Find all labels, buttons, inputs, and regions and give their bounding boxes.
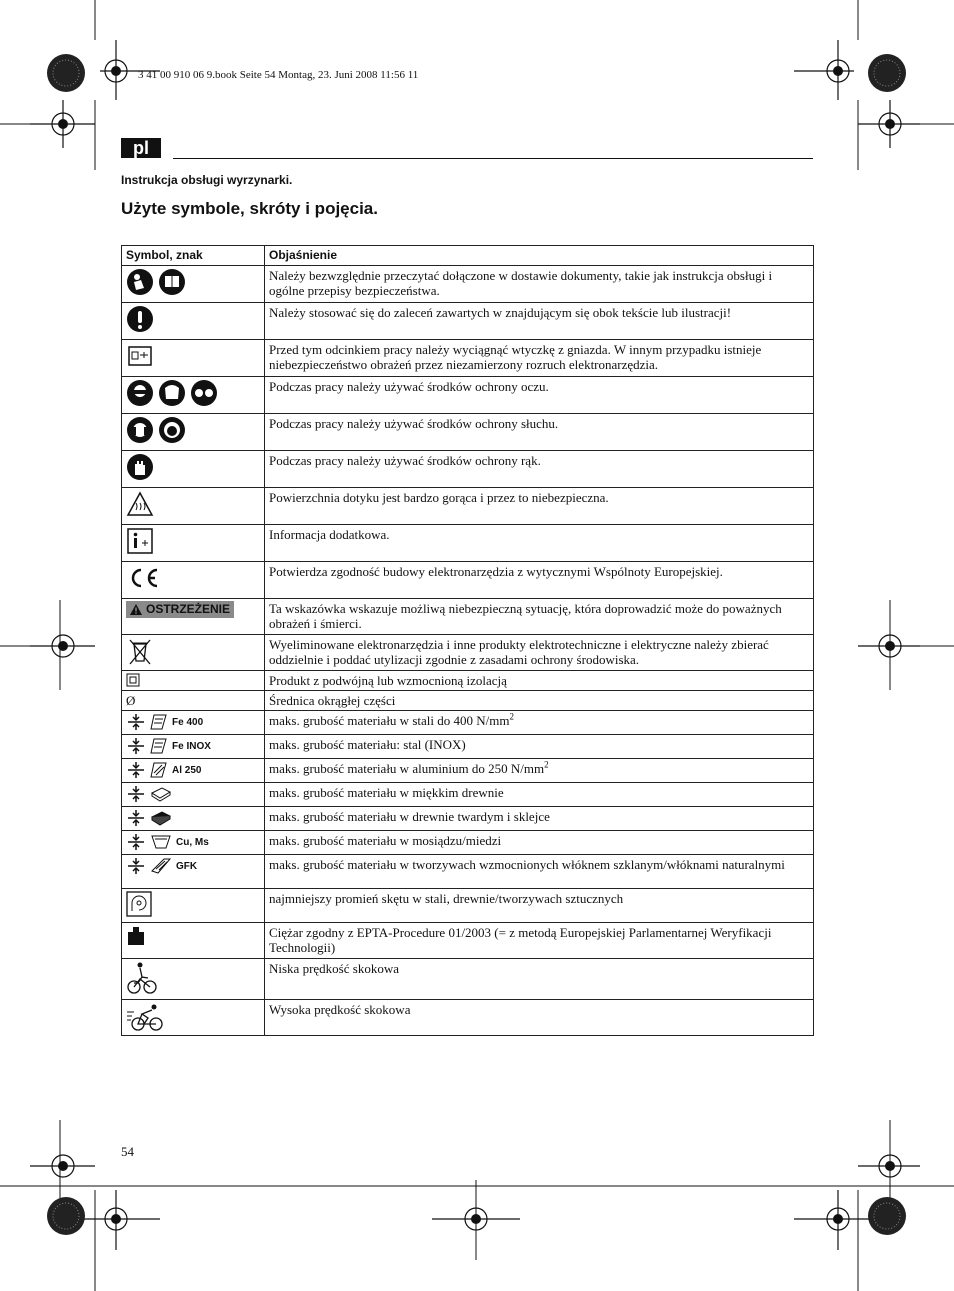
- material-label: Fe 400: [172, 716, 204, 728]
- table-header-row: [122, 246, 814, 266]
- material-label: Cu, Ms: [176, 836, 209, 848]
- unit-superscript: 2: [544, 759, 549, 770]
- crossed-bin-icon: [126, 637, 154, 667]
- table-row: [122, 562, 814, 599]
- page-title: Użyte symbole, skróty i pojęcia.: [121, 199, 378, 218]
- row-text: Podczas pracy należy używać środków ochrony słuchu.: [265, 414, 814, 451]
- table-row: [122, 889, 814, 923]
- read-manual-icon: [126, 268, 154, 296]
- table-row: [122, 959, 814, 1000]
- ce-mark-icon: [126, 564, 160, 592]
- row-text: maks. grubość materiału w miękkim drewnie: [265, 783, 814, 807]
- table-row: [122, 807, 814, 831]
- row-text: Niska prędkość skokowa: [265, 959, 814, 1000]
- row-text: Średnica okrągłej części: [265, 691, 814, 711]
- thickness-icon: [126, 713, 146, 731]
- material-aluminium-icon: [150, 761, 168, 779]
- cut-radius-icon: [126, 891, 152, 917]
- row-text: Należy bezwzględnie przeczytać dołączone w dostawie dokumenty, takie jak instrukcja obsługi i ogólne przepisy bezpieczeństwa.: [265, 266, 814, 303]
- table-row: [122, 525, 814, 562]
- row-text: Informacja dodatkowa.: [265, 525, 814, 562]
- row-text-main: maks. grubość materiału w aluminium do 250 N/mm: [269, 761, 545, 776]
- diameter-symbol: Ø: [122, 691, 265, 711]
- exclamation-icon: [126, 305, 154, 333]
- table-row: [122, 1000, 814, 1036]
- thickness-icon: [126, 761, 146, 779]
- material-label: Al 250: [172, 764, 202, 776]
- hand-protection-icon: [126, 453, 154, 481]
- table-row: [122, 635, 814, 671]
- column-header-symbol: Symbol, znak: [122, 246, 265, 266]
- face-shield-icon: [158, 379, 186, 407]
- table-row: [122, 340, 814, 377]
- row-text: Podczas pracy należy używać środków ochrony rąk.: [265, 451, 814, 488]
- row-text: maks. grubość materiału w tworzywach wzmocnionych włóknem szklanym/włóknami naturalnymi: [265, 855, 814, 889]
- book-info: 3 41 00 910 06 9.book Seite 54 Montag, 23. Juni 2008 11:56 11: [138, 69, 419, 81]
- thickness-icon: [126, 857, 146, 875]
- header-rule: [173, 158, 813, 159]
- table-row: [122, 671, 814, 691]
- table-row: [122, 303, 814, 340]
- table-row: [122, 759, 814, 783]
- row-text: [265, 711, 814, 735]
- hot-surface-icon: [126, 490, 154, 518]
- warning-label-text: OSTRZEŻENIE: [146, 602, 231, 616]
- language-tab: pl: [121, 138, 161, 158]
- double-insulation-icon: [126, 673, 140, 687]
- row-text: Wysoka prędkość skokowa: [265, 1000, 814, 1036]
- goggles-icon: [126, 379, 154, 407]
- row-text-main: maks. grubość materiału w stali do 400 N/mm: [269, 713, 510, 728]
- thickness-icon: [126, 737, 146, 755]
- table-row: [122, 711, 814, 735]
- material-brass-icon: [150, 833, 172, 851]
- ear-protection-icon: [158, 416, 186, 444]
- row-text: maks. grubość materiału w drewnie twardym i sklejce: [265, 807, 814, 831]
- row-text: Przed tym odcinkiem pracy należy wyciągnąć wtyczkę z gniazda. W innym przypadku istnieje niebezpieczeństwo obrażeń przez niezamierzony rozruch elektronarzędzia.: [265, 340, 814, 377]
- thickness-icon: [126, 809, 146, 827]
- ear-muffs-icon: [126, 416, 154, 444]
- row-text: Ta wskazówka wskazuje możliwą niebezpieczną sytuację, która doprowadzić może do poważnych obrażeń i śmierci.: [265, 599, 814, 635]
- table-row: [122, 377, 814, 414]
- material-label: GFK: [176, 860, 198, 872]
- row-text: Podczas pracy należy używać środków ochrony oczu.: [265, 377, 814, 414]
- row-text: Ciężar zgodny z EPTA-Procedure 01/2003 (= z metodą Europejskiej Parlamentarnej Weryfikacji Technologii): [265, 923, 814, 959]
- row-text: [265, 759, 814, 783]
- material-hardwood-icon: [150, 809, 172, 827]
- material-softwood-icon: [150, 785, 172, 803]
- manual-book-icon: [158, 268, 186, 296]
- weight-icon: [126, 925, 146, 947]
- material-steel-icon: [150, 713, 168, 731]
- row-text: Potwierdza zgodność budowy elektronarzędzia z wytycznymi Wspólnoty Europejskiej.: [265, 562, 814, 599]
- thickness-icon: [126, 833, 146, 851]
- warning-label: [126, 601, 234, 618]
- material-gfk-icon: [150, 857, 172, 875]
- info-icon: [126, 527, 154, 555]
- table-row: [122, 923, 814, 959]
- row-text: Produkt z podwójną lub wzmocnioną izolacją: [265, 671, 814, 691]
- slow-cyclist-icon: [126, 961, 158, 995]
- page-number: 54: [121, 1144, 134, 1159]
- table-row: [122, 599, 814, 635]
- table-row: [122, 451, 814, 488]
- table-row: [122, 783, 814, 807]
- warning-triangle-icon: [130, 604, 142, 615]
- table-row: [122, 266, 814, 303]
- table-row: [122, 735, 814, 759]
- table-row: [122, 855, 814, 889]
- thickness-icon: [126, 785, 146, 803]
- material-inox-icon: [150, 737, 168, 755]
- table-row: [122, 414, 814, 451]
- unit-superscript: 2: [509, 711, 514, 722]
- fast-cyclist-icon: [126, 1002, 166, 1032]
- row-text: Powierzchnia dotyku jest bardzo gorąca i przez to niebezpieczna.: [265, 488, 814, 525]
- table-row: [122, 691, 814, 711]
- material-label: Fe INOX: [172, 740, 211, 752]
- unplug-icon: [126, 342, 154, 370]
- row-text: maks. grubość materiału w mosiądzu/miedzi: [265, 831, 814, 855]
- table-row: [122, 831, 814, 855]
- symbols-table: [121, 245, 814, 1036]
- row-text: najmniejszy promień skętu w stali, drewnie/tworzywach sztucznych: [265, 889, 814, 923]
- row-text: maks. grubość materiału: stal (INOX): [265, 735, 814, 759]
- glasses-icon: [190, 379, 218, 407]
- row-text: Należy stosować się do zaleceń zawartych w znajdującym się obok tekście lub ilustracji!: [265, 303, 814, 340]
- row-text: Wyeliminowane elektronarzędzia i inne produkty elektrotechniczne i elektryczne należy zbierać oddzielnie i poddać utylizacji zgodnie z zasadami ochrony środowiska.: [265, 635, 814, 671]
- table-row: [122, 488, 814, 525]
- column-header-explanation: Objaśnienie: [265, 246, 814, 266]
- document-subtitle: Instrukcja obsługi wyrzynarki.: [121, 173, 293, 187]
